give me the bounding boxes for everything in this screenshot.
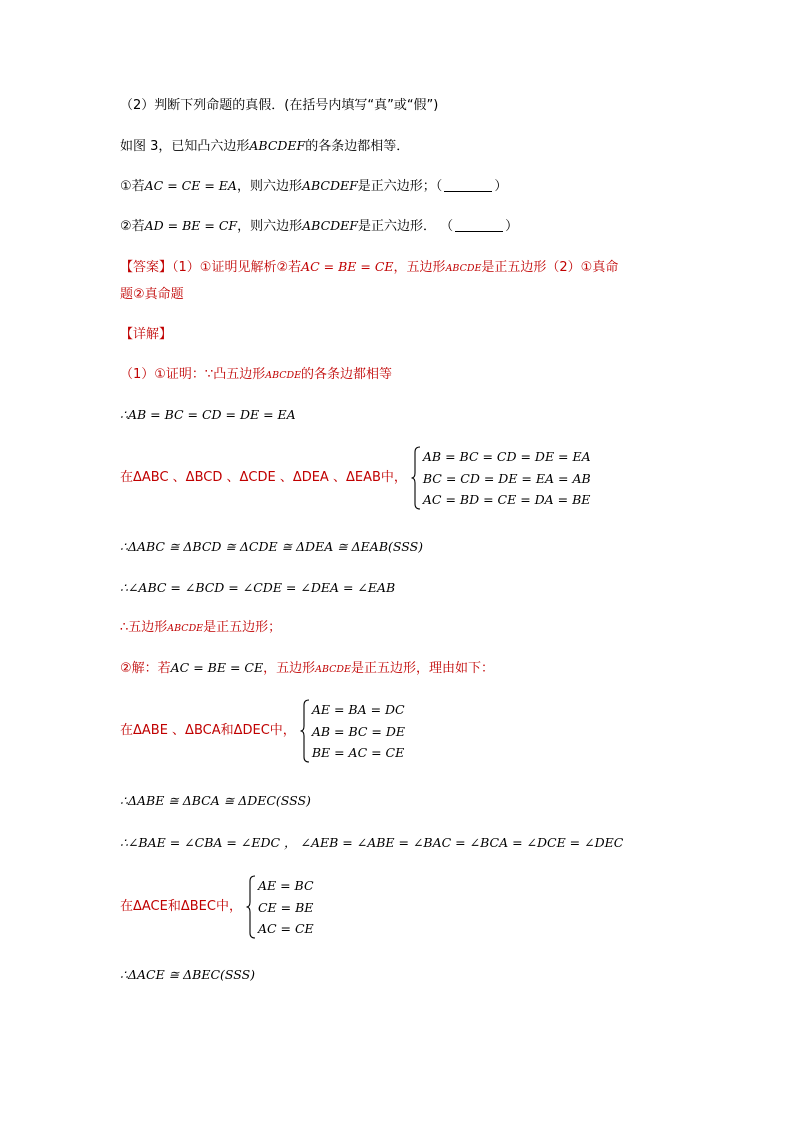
system-row: CE = BE xyxy=(257,899,314,915)
system-row: AB = BC = DE xyxy=(311,723,405,739)
congruence-statement-2: ∴ΔABE ≅ ΔBCA ≅ ΔDEC(SSS) xyxy=(120,793,311,808)
intro-text: 如图 3，已知凸六边形 xyxy=(120,139,250,154)
question-2-intro xyxy=(120,137,409,156)
proof-1-heading xyxy=(120,366,392,385)
closing-paren: ） xyxy=(505,219,519,234)
heading-text: ②解：若 xyxy=(120,661,171,676)
statement-number: ②若 xyxy=(120,219,145,234)
system-row: AB = BC = CD = DE = EA xyxy=(422,449,591,464)
statement-number: ①若 xyxy=(120,179,145,194)
system-row: AC = CE xyxy=(257,921,314,936)
system-row: AE = BC xyxy=(257,878,314,893)
polygon-name: ABCDE xyxy=(265,370,302,381)
equation-system-1 xyxy=(120,446,591,511)
answer-line-1 xyxy=(120,258,618,278)
polygon-name: ABCDEF xyxy=(302,218,358,233)
system-lead: 在ΔACE和ΔBEC中， xyxy=(120,899,242,915)
system-rows xyxy=(423,446,591,511)
system-rows xyxy=(258,875,314,940)
answer-condition: AC = BE = CE xyxy=(301,259,394,274)
answer-blank-2[interactable] xyxy=(455,219,503,232)
part-2-heading xyxy=(120,659,494,679)
polygon-name: ABCDE xyxy=(315,664,351,675)
answer-line-2: 题②真命题 xyxy=(120,287,184,302)
heading-text-end: 是正五边形，理由如下： xyxy=(350,661,494,676)
statement-2 xyxy=(120,217,518,236)
equal-sides-statement: ∴AB = BC = CD = DE = EA xyxy=(120,407,296,422)
left-brace-icon xyxy=(246,875,256,939)
polygon-name: ABCDE xyxy=(445,263,482,274)
heading-text: ，五边形 xyxy=(263,661,316,676)
statement-text: ，则六边形 xyxy=(237,219,303,234)
closing-paren: ） xyxy=(494,179,508,194)
equal-angles-statement-2: ∴∠BAE = ∠CBA = ∠EDC ， ∠AEB = ∠ABE = ∠BAC = ∠BCA = ∠DCE = ∠DEC xyxy=(120,835,624,850)
heading-text: （1）①证明：∵凸五边形 xyxy=(120,367,266,382)
system-row: AC = BD = CE = DA = BE xyxy=(422,492,591,507)
conclusion-text-end: 是正五边形； xyxy=(203,620,282,635)
system-row: BE = AC = CE xyxy=(311,745,405,760)
question-2-title: （2）判断下列命题的真假．(在括号内填写“真”或“假”) xyxy=(120,98,439,113)
statement-1 xyxy=(120,177,507,196)
statement-text-end: 是正六边形． （ xyxy=(357,219,454,234)
system-lead: 在ΔABE 、ΔBCA和ΔDEC中， xyxy=(120,723,296,739)
system-rows xyxy=(312,699,405,764)
conclusion-1 xyxy=(120,619,281,638)
system-row: BC = CD = DE = EA = AB xyxy=(422,470,591,486)
equation-system-2 xyxy=(120,699,405,764)
answer-blank-1[interactable] xyxy=(444,179,492,192)
equal-angles-statement-1: ∴∠ABC = ∠BCD = ∠CDE = ∠DEA = ∠EAB xyxy=(120,580,396,595)
system-lead: 在ΔABC 、ΔBCD 、ΔCDE 、ΔDEA 、ΔEAB中， xyxy=(120,470,407,486)
statement-text: ，则六边形 xyxy=(236,179,302,194)
system-row: AE = BA = DC xyxy=(311,702,405,717)
left-brace-icon xyxy=(411,446,421,510)
answer-text: ，五边形 xyxy=(393,260,446,275)
equation-system-3 xyxy=(120,875,314,940)
answer-label: 【答案】 xyxy=(120,260,173,275)
polygon-name: ABCDEF xyxy=(301,178,358,193)
answer-text: （1）①证明见解析②若 xyxy=(172,260,302,275)
left-brace-icon xyxy=(300,699,310,763)
detail-label: 【详解】 xyxy=(120,327,173,342)
polygon-name: ABCDE xyxy=(167,623,204,634)
congruence-statement-3: ∴ΔACE ≅ ΔBEC(SSS) xyxy=(120,967,256,982)
answer-text: 是正五边形（2）①真命 xyxy=(481,260,619,275)
intro-text-end: 的各条边都相等． xyxy=(305,139,410,154)
conclusion-text: ∴五边形 xyxy=(120,620,168,635)
statement-condition: AC = CE = EA xyxy=(144,178,237,193)
heading-text-end: 的各条边都相等 xyxy=(301,367,393,382)
statement-condition: AD = BE = CF xyxy=(144,218,238,233)
heading-condition: AC = BE = CE xyxy=(170,660,264,675)
polygon-name: ABCDEF xyxy=(249,138,306,153)
congruence-statement-1: ∴ΔABC ≅ ΔBCD ≅ ΔCDE ≅ ΔDEA ≅ ΔEAB(SSS) xyxy=(120,539,424,554)
statement-text-end: 是正六边形；（ xyxy=(357,179,443,194)
